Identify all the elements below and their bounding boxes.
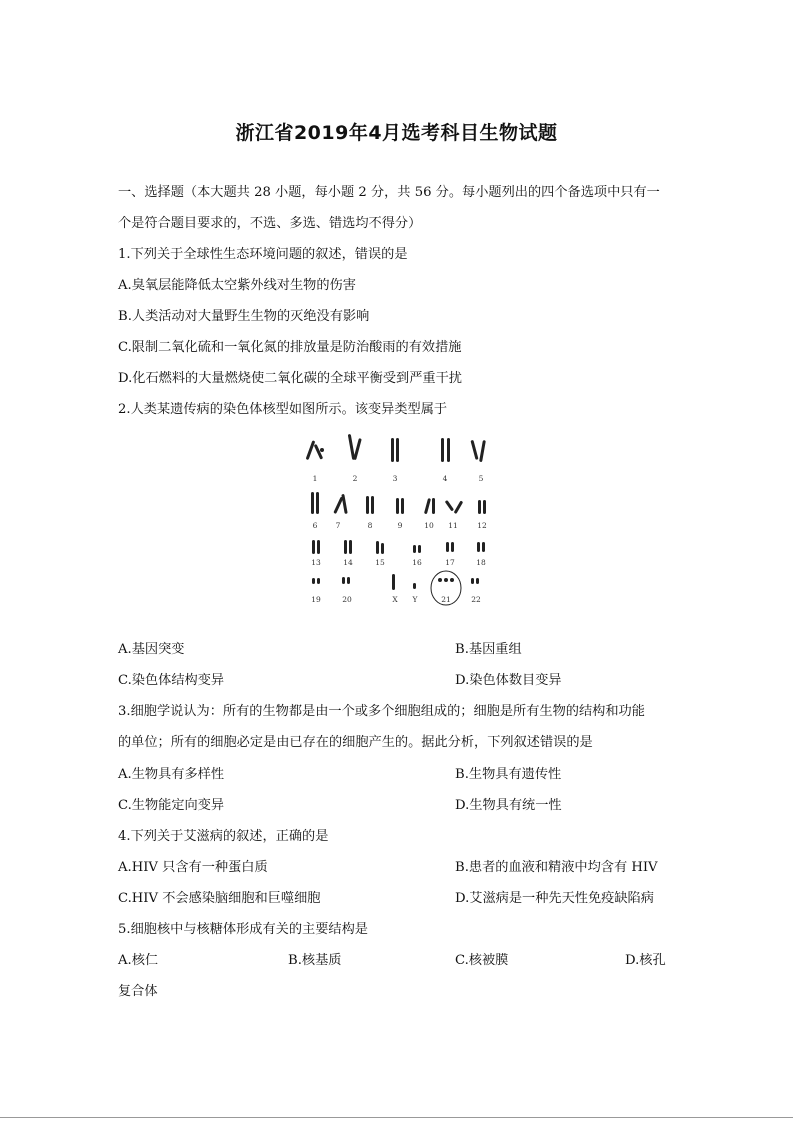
q2-option-a: A.基因突变	[118, 642, 185, 657]
karyotype-label: 21	[441, 595, 451, 604]
q3-stem-line2: 的单位；所有的细胞必定是由已存在的细胞产生的。据此分析，下列叙述错误的是	[118, 735, 593, 750]
karyotype-label: 12	[477, 521, 487, 530]
karyotype-figure	[295, 428, 500, 610]
q2-option-c: C.染色体结构变异	[118, 673, 225, 688]
q5-stem: 5.细胞核中与核糖体形成有关的主要结构是	[118, 922, 368, 937]
chromosome-pair-2	[348, 434, 362, 460]
karyotype-label: 17	[445, 558, 455, 567]
karyotype-label: 15	[375, 558, 385, 567]
chromosome-pair-22	[471, 578, 479, 584]
q3-stem-line1: 3.细胞学说认为：所有的生物都是由一个或多个细胞组成的；细胞是所有生物的结构和功能	[118, 704, 645, 719]
karyotype-label: Y	[412, 595, 418, 604]
q3-option-d: D.生物具有统一性	[455, 798, 562, 813]
karyotype-label: 22	[471, 595, 481, 604]
karyotype-label: 13	[311, 558, 321, 567]
karyotype-label: 10	[424, 521, 434, 530]
karyotype-label: 7	[335, 521, 341, 530]
q1-stem: 1.下列关于全球性生态环境问题的叙述，错误的是	[118, 247, 408, 262]
page-title: 浙江省2019年4月选考科目生物试题	[235, 122, 558, 144]
chromosome-pair-20	[342, 577, 350, 584]
karyotype-label: 14	[343, 558, 353, 567]
chromosome-pair-15	[376, 541, 384, 554]
karyotype-label: 5	[478, 474, 484, 483]
chromosome-pair-10	[424, 498, 435, 514]
chromosome-y	[413, 583, 416, 589]
q5-option-c: C.核被膜	[455, 953, 509, 968]
karyotype-label: 20	[342, 595, 352, 604]
section-instructions-line2: 个是符合题目要求的，不选、多选、错选均不得分）	[118, 216, 422, 231]
chromosome-pair-17	[446, 542, 454, 552]
q3-option-a: A.生物具有多样性	[118, 767, 225, 782]
chromosome-pair-7	[333, 494, 347, 514]
q5-option-d: D.核孔	[625, 953, 666, 968]
q1-option-a: A.臭氧层能降低太空紫外线对生物的伤害	[118, 278, 356, 293]
karyotype-label: 4	[442, 474, 448, 483]
q4-option-d: D.艾滋病是一种先天性免疫缺陷病	[455, 891, 654, 906]
karyotype-label: 16	[412, 558, 422, 567]
chromosome-pair-4	[441, 438, 450, 462]
karyotype-label: 8	[367, 521, 373, 530]
q1-option-d: D.化石燃料的大量燃烧使二氧化碳的全球平衡受到严重干扰	[118, 371, 462, 386]
chromosome-pair-1	[306, 440, 324, 460]
chromosome-pair-16	[413, 545, 421, 553]
q5-option-b: B.核基质	[288, 953, 342, 968]
q2-option-b: B.基因重组	[455, 642, 522, 657]
karyotype-label: X	[392, 595, 398, 604]
karyotype-label: 6	[312, 521, 318, 530]
chromosome-pair-3	[391, 438, 399, 462]
karyotype-label: 18	[476, 558, 486, 567]
q5-option-a: A.核仁	[118, 953, 159, 968]
karyotype-label: 11	[448, 521, 458, 530]
chromosome-pair-9	[396, 498, 404, 514]
chromosome-pair-18	[477, 542, 485, 552]
chromosome-pair-14	[344, 540, 352, 554]
q2-option-d: D.染色体数目变异	[455, 673, 562, 688]
chromosome-trisomy-21	[438, 578, 454, 582]
q3-option-c: C.生物能定向变异	[118, 798, 225, 813]
karyotype-label: 3	[392, 474, 398, 483]
section-instructions-line1: 一、选择题（本大题共 28 小题，每小题 2 分，共 56 分。每小题列出的四个备选项中只有一	[118, 185, 660, 200]
q2-stem: 2.人类某遗传病的染色体核型如图所示。该变异类型属于	[118, 402, 448, 417]
chromosome-pair-12	[478, 500, 486, 514]
q1-option-b: B.人类活动对大量野生生物的灭绝没有影响	[118, 309, 370, 324]
chromosome-pair-8	[366, 496, 374, 514]
karyotype-label: 9	[397, 521, 403, 530]
q4-option-a: A.HIV 只含有一种蛋白质	[118, 860, 268, 875]
chromosome-pair-19	[312, 578, 320, 584]
chromosome-pair-11	[445, 500, 463, 514]
page-bottom-rule	[0, 1117, 793, 1118]
chromosome-x	[392, 574, 395, 590]
chromosome-pair-5	[470, 440, 485, 462]
karyotype-label: 1	[312, 474, 318, 483]
q1-option-c: C.限制二氧化硫和一氧化氮的排放量是防治酸雨的有效措施	[118, 340, 462, 355]
karyotype-label: 2	[352, 474, 358, 483]
q4-option-c: C.HIV 不会感染脑细胞和巨噬细胞	[118, 891, 321, 906]
chromosome-pair-13	[312, 540, 320, 554]
q3-option-b: B.生物具有遗传性	[455, 767, 562, 782]
chromosome-pair-6	[311, 492, 319, 514]
karyotype-label: 19	[311, 595, 321, 604]
q4-stem: 4.下列关于艾滋病的叙述，正确的是	[118, 829, 329, 844]
q5-option-d-continuation: 复合体	[118, 984, 158, 999]
q4-option-b: B.患者的血液和精液中均含有 HIV	[455, 860, 658, 875]
